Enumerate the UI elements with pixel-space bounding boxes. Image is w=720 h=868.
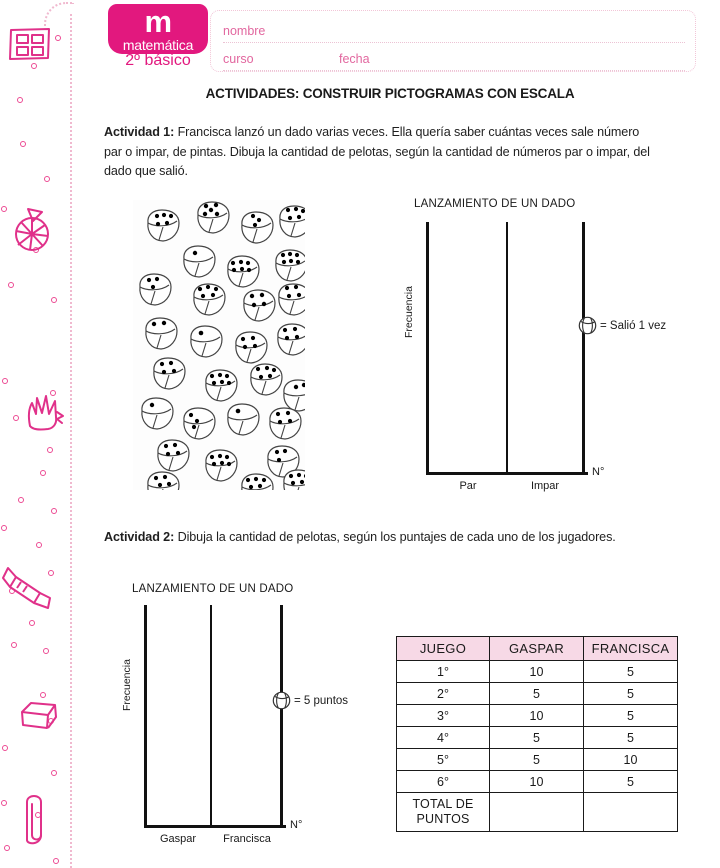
candy-doodle-icon (0, 560, 62, 616)
gaspar-cell: 10 (490, 771, 584, 793)
logo-wordmark: matemática (122, 37, 194, 53)
margin-dotted-rule (70, 14, 72, 868)
ball-icon (578, 316, 597, 335)
table-body (397, 661, 678, 832)
chart-2-title: LANZAMIENTO DE UN DADO (132, 583, 294, 595)
juego-cell: 6° (397, 771, 490, 793)
column-header-juego: JUEGO (397, 637, 490, 661)
chart-1-legend (578, 316, 666, 335)
decorative-dot (11, 642, 17, 648)
decorative-dot (47, 447, 53, 453)
logo-letter: m (144, 4, 172, 39)
chart-1-legend-text: = Salió 1 vez (600, 319, 667, 332)
chart-2-x-axis (144, 825, 286, 828)
decorative-dot (8, 282, 14, 288)
chart-2-legend-text: = 5 puntos (294, 694, 349, 707)
total-francisca-cell[interactable] (584, 793, 678, 832)
juego-cell: 5° (397, 749, 490, 771)
column-header-gaspar: GASPAR (490, 637, 584, 661)
pie-chart-doodle-icon (9, 205, 57, 253)
chart-2-category-francisca: Francisca (223, 833, 271, 845)
juego-cell: 3° (397, 705, 490, 727)
score-table (396, 636, 678, 832)
table-row (397, 661, 678, 683)
activity-2-label: Actividad 2: (104, 530, 175, 544)
decorative-dot (2, 745, 8, 751)
table-header-row (397, 637, 678, 661)
activity-1-label: Actividad 1: (104, 125, 175, 139)
nombre-label: nombre (223, 24, 266, 38)
margin-rule-corner (44, 2, 74, 26)
francisca-cell: 5 (584, 683, 678, 705)
decorative-dot (40, 692, 46, 698)
francisca-cell: 5 (584, 771, 678, 793)
francisca-cell: 5 (584, 705, 678, 727)
francisca-cell: 10 (584, 749, 678, 771)
juego-cell: 4° (397, 727, 490, 749)
decorative-dot (51, 770, 57, 776)
francisca-cell: 5 (584, 727, 678, 749)
grade-label: 2º básico (125, 52, 191, 69)
nombre-input[interactable] (223, 42, 685, 43)
gaspar-cell: 10 (490, 661, 584, 683)
hand-doodle-icon (24, 392, 66, 432)
gaspar-cell: 5 (490, 727, 584, 749)
decorative-dot (2, 378, 8, 384)
chart-1-title: LANZAMIENTO DE UN DADO (414, 198, 576, 210)
decorative-dot (18, 497, 24, 503)
chart-1-x-axis (426, 472, 588, 475)
gaspar-cell: 5 (490, 749, 584, 771)
chart-2-right-edge (280, 605, 283, 827)
matematica-logo (108, 4, 208, 54)
decorative-dot (40, 470, 46, 476)
decorative-dot (13, 415, 19, 421)
table-row (397, 683, 678, 705)
decorative-dot (1, 800, 7, 806)
decorative-dot (1, 206, 7, 212)
fecha-label: fecha (339, 52, 370, 66)
decorative-margin (0, 0, 80, 868)
activity-1-body: Francisca lanzó un dado varias veces. Ella quería saber cuántas veces sale número par o impar, de pintas. Dibuja la cantidad de pelotas, según la cantidad de números par o impar, del dado que salió. (104, 125, 650, 178)
decorative-dot (51, 297, 57, 303)
chart-1-category-par: Par (459, 480, 477, 492)
chart-1-xlabel: N° (592, 466, 605, 478)
chart-2-legend (272, 691, 348, 710)
table-row (397, 771, 678, 793)
juego-cell: 1° (397, 661, 490, 683)
cube-doodle-icon (19, 700, 59, 732)
chart-2-column-divider (210, 605, 212, 827)
decorative-dot (55, 35, 61, 41)
table-row (397, 749, 678, 771)
curso-label: curso (223, 52, 254, 66)
decorative-dot (53, 858, 59, 864)
chart-2-ylabel: Frecuencia (121, 659, 133, 711)
decorative-dot (43, 648, 49, 654)
window-grid-doodle-icon (8, 26, 52, 62)
table-row (397, 727, 678, 749)
chart-1-y-axis (426, 222, 429, 474)
curso-fecha-input[interactable] (223, 70, 685, 71)
gaspar-cell: 10 (490, 705, 584, 727)
decorative-dot (51, 508, 57, 514)
gaspar-cell: 5 (490, 683, 584, 705)
dice-scatter-svg (133, 200, 305, 490)
chart-2-y-axis (144, 605, 147, 827)
table-row (397, 705, 678, 727)
pictogram-chart-par-impar (400, 198, 700, 503)
activity-1-text (104, 123, 660, 182)
student-info-box (210, 10, 696, 72)
chart-1-column-divider (506, 222, 508, 474)
activity-2-text (104, 528, 694, 548)
chart-1-right-edge (582, 222, 585, 474)
decorative-dot (20, 141, 26, 147)
decorative-dot (4, 845, 10, 851)
chart-2-xlabel: N° (290, 819, 303, 831)
page-title: ACTIVIDADES: CONSTRUIR PICTOGRAMAS CON ESCALA (205, 86, 575, 101)
juego-cell: 2° (397, 683, 490, 705)
ball-icon (272, 691, 291, 710)
paperclip-doodle-icon (19, 788, 51, 848)
decorative-dot (17, 97, 23, 103)
table-total-row (397, 793, 678, 832)
column-header-francisca: FRANCISCA (584, 637, 678, 661)
dice-illustration (133, 200, 305, 490)
chart-1-ylabel: Frecuencia (403, 286, 415, 338)
decorative-dot (44, 176, 50, 182)
decorative-dot (29, 620, 35, 626)
total-label-cell: TOTAL DE PUNTOS (397, 793, 490, 832)
decorative-dot (36, 542, 42, 548)
decorative-dot (31, 63, 37, 69)
chart-1-category-impar: Impar (530, 480, 560, 492)
francisca-cell: 5 (584, 661, 678, 683)
total-gaspar-cell[interactable] (490, 793, 584, 832)
decorative-dot (1, 525, 7, 531)
pictogram-chart-gaspar-francisca (118, 583, 398, 858)
chart-2-category-gaspar: Gaspar (159, 833, 197, 845)
activity-2-body: Dibuja la cantidad de pelotas, según los puntajes de cada uno de los jugadores. (174, 530, 616, 544)
